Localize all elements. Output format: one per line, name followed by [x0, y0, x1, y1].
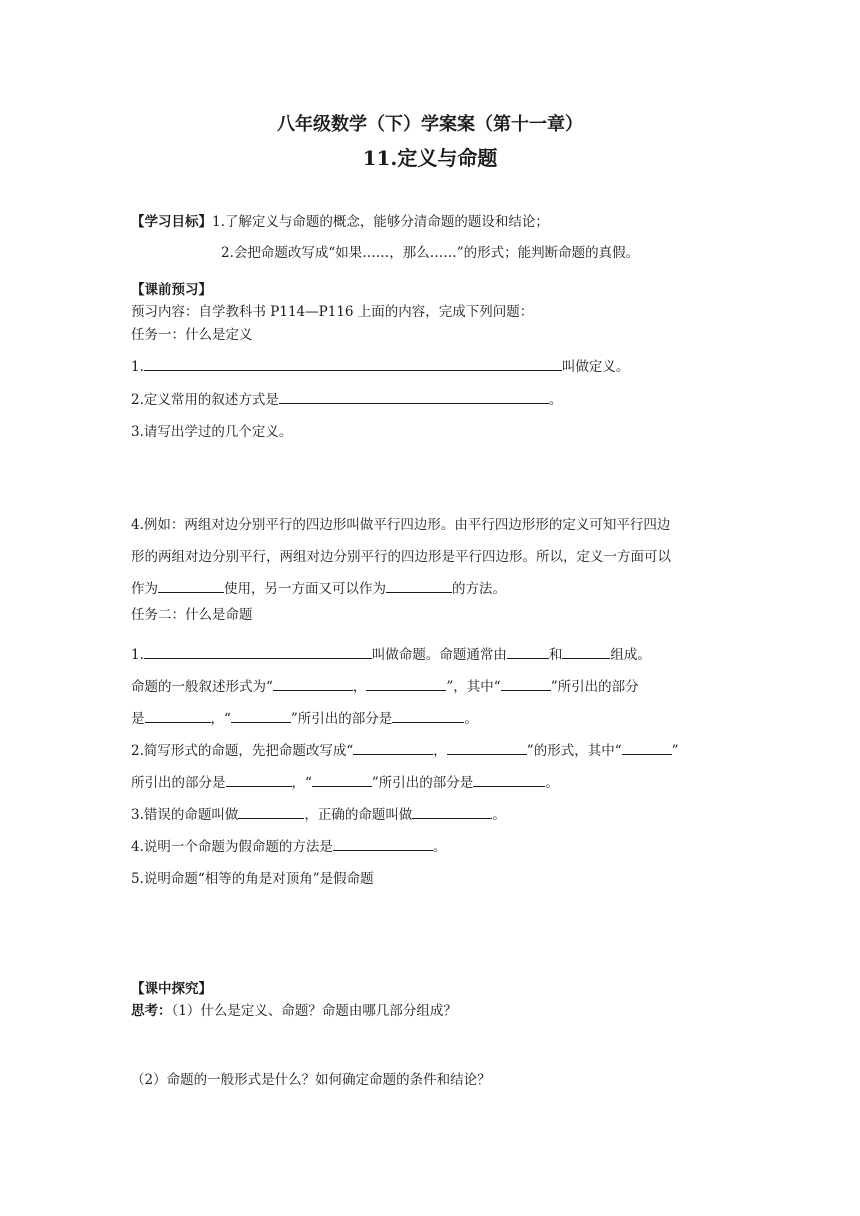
- answer-blank[interactable]: [366, 677, 446, 691]
- answer-blank[interactable]: [386, 579, 452, 593]
- question-text: 所引出的部分是: [131, 775, 226, 791]
- answer-blank[interactable]: [231, 709, 291, 723]
- question-text: 作为: [131, 581, 158, 597]
- question-number: 1.: [131, 647, 144, 663]
- question-text: 。: [432, 839, 447, 855]
- question-text: ”所引出的部分: [550, 679, 639, 695]
- answer-blank[interactable]: [412, 805, 492, 819]
- task2-title: 任务二：什么是命题: [131, 607, 253, 623]
- question-text: 叫做定义。: [561, 359, 630, 375]
- task2-question-4: [131, 837, 446, 857]
- question-text: ”所引出的部分是: [290, 711, 393, 727]
- question-text: 命题的一般叙述形式为“: [131, 679, 273, 695]
- question-text: ，: [352, 679, 367, 695]
- answer-blank[interactable]: [353, 741, 433, 755]
- question-text: 使用，另一方面又可以作为: [224, 581, 386, 597]
- explore-think-line: [131, 1001, 457, 1021]
- task2-question-3: [131, 805, 506, 825]
- answer-blank[interactable]: [473, 773, 545, 787]
- answer-blank[interactable]: [501, 677, 551, 691]
- question-text: ，正确的命题叫做: [304, 807, 413, 823]
- answer-blank[interactable]: [507, 645, 549, 659]
- question-number: 1.: [131, 359, 144, 375]
- explore-heading: 【课中探究】: [131, 981, 212, 997]
- answer-blank[interactable]: [144, 357, 562, 371]
- question-text: ，“: [291, 775, 312, 791]
- think-label: 思考：: [131, 1003, 172, 1019]
- question-text: 叫做命题。命题通常由: [371, 647, 507, 663]
- answer-blank[interactable]: [622, 741, 672, 755]
- question-text: 。: [545, 775, 559, 791]
- task1-question-2: [131, 390, 562, 410]
- task2-question-2-line-1: [131, 741, 679, 761]
- question-text: ”所引出的部分是: [371, 775, 474, 791]
- question-text: ，: [433, 743, 447, 759]
- task1-question-4-line-1: 4.例如：两组对边分别平行的四边形叫做平行四边形。由平行四边形形的定义可知平行四边: [131, 517, 671, 533]
- answer-blank[interactable]: [144, 645, 372, 659]
- question-text: 。: [548, 392, 563, 408]
- question-text: 3.错误的命题叫做: [131, 807, 239, 823]
- document-title: 八年级数学（下）学案案（第十一章）: [277, 114, 583, 135]
- answer-blank[interactable]: [273, 677, 353, 691]
- question-text: 的方法。: [452, 581, 506, 597]
- answer-blank[interactable]: [333, 837, 433, 851]
- task1-question-4-line-2: 形的两组对边分别平行，两组对边分别平行的四边形是平行四边形。所以，定义一方面可以: [131, 549, 671, 565]
- think-question-1: （1）什么是定义、命题？命题由哪几部分组成？: [171, 1003, 457, 1019]
- answer-blank[interactable]: [226, 773, 292, 787]
- answer-blank[interactable]: [238, 805, 304, 819]
- question-text: ”，其中“: [446, 679, 501, 695]
- objectives-line-1: [131, 212, 549, 232]
- objective-item-1: 1.了解定义与命题的概念，能够分清命题的题设和结论；: [212, 214, 549, 230]
- question-text: 4.说明一个命题为假命题的方法是: [131, 839, 333, 855]
- objectives-label: 【学习目标】: [131, 214, 212, 230]
- answer-blank[interactable]: [145, 709, 211, 723]
- objective-item-2: 2.会把命题改写成“如果……，那么……”的形式；能判断命题的真假。: [221, 245, 640, 261]
- question-text: ”: [671, 743, 679, 759]
- task2-form-line-1: [131, 677, 639, 697]
- task1-question-1: [131, 357, 629, 377]
- question-text: 是: [131, 711, 145, 727]
- answer-blank[interactable]: [158, 579, 224, 593]
- answer-blank[interactable]: [392, 709, 464, 723]
- task2-question-5: 5.说明命题“相等的角是对顶角”是假命题: [131, 871, 374, 887]
- task2-form-line-2: [131, 709, 478, 729]
- think-question-2: （2）命题的一般形式是什么？如何确定命题的条件和结论？: [131, 1072, 491, 1088]
- answer-blank[interactable]: [447, 741, 527, 755]
- task1-title: 任务一：什么是定义: [131, 327, 253, 343]
- task1-question-4-line-3: [131, 579, 506, 599]
- question-text: 和: [548, 647, 563, 663]
- question-text: 2.简写形式的命题，先把命题改写成“: [131, 743, 354, 759]
- answer-blank[interactable]: [562, 645, 610, 659]
- task2-question-1: [131, 645, 651, 665]
- preview-intro: 预习内容：自学教科书 P114—P116 上面的内容，完成下列问题：: [131, 304, 534, 320]
- question-text: 。: [492, 807, 506, 823]
- preview-heading: 【课前预习】: [131, 282, 212, 298]
- task2-question-2-line-2: [131, 773, 559, 793]
- question-text: ”的形式，其中“: [526, 743, 622, 759]
- task1-question-3: 3.请写出学过的几个定义。: [131, 424, 293, 440]
- lesson-title: 11.定义与命题: [362, 146, 498, 170]
- question-text: ，“: [210, 711, 231, 727]
- answer-blank[interactable]: [312, 773, 372, 787]
- question-text: 2.定义常用的叙述方式是: [131, 392, 279, 408]
- answer-blank[interactable]: [279, 390, 549, 404]
- question-text: 组成。: [610, 647, 651, 663]
- question-text: 。: [464, 711, 478, 727]
